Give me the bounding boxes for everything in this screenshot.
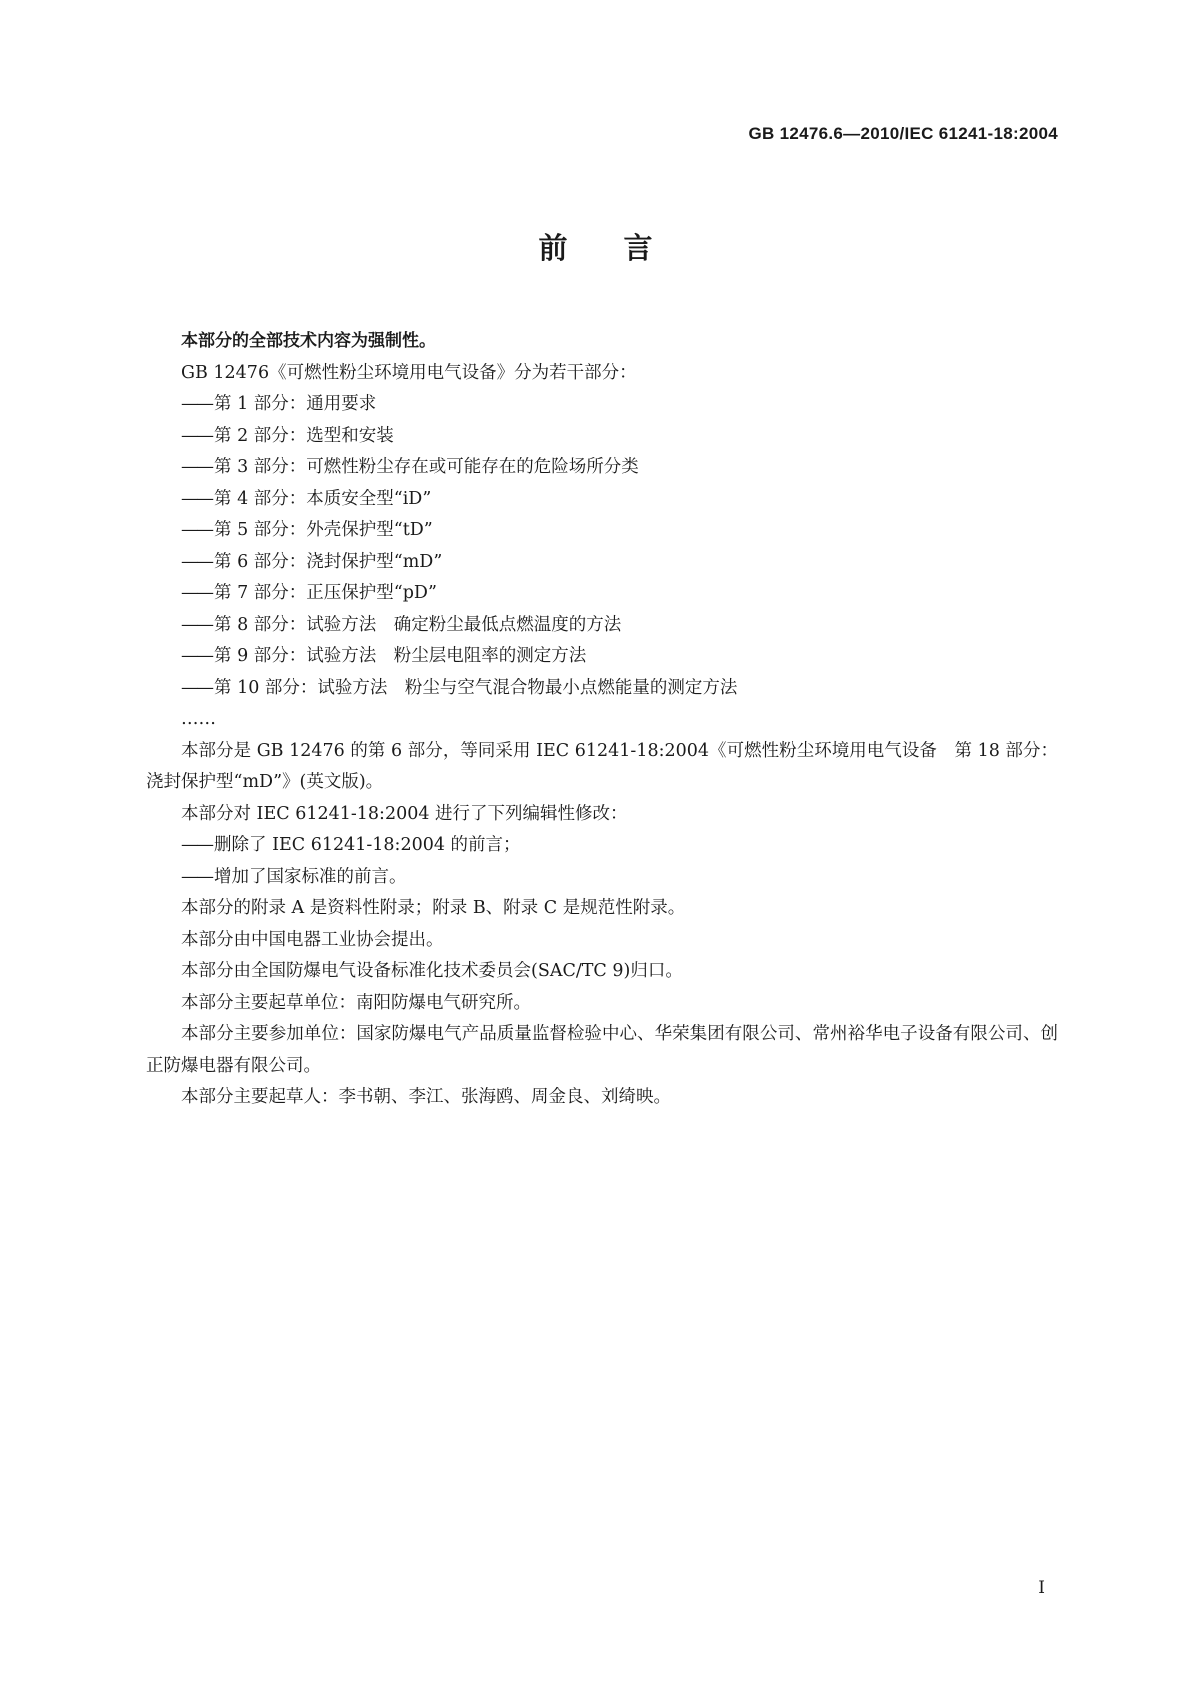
edit-item-text: 删除了 IEC 61241-18:2004 的前言； — [214, 835, 521, 855]
centralized-statement: 本部分由全国防爆电气设备标准化技术委员会(SAC/TC 9)归口。 — [181, 961, 683, 981]
mandatory-statement: 本部分的全部技术内容为强制性。 — [181, 331, 436, 351]
series-intro: GB 12476《可燃性粉尘环境用电气设备》分为若干部分： — [181, 362, 637, 383]
part-item-text: 第 5 部分：外壳保护型“tD” — [214, 520, 433, 540]
edit-item — [146, 862, 1058, 894]
part-item-text: 第 1 部分：通用要求 — [214, 394, 377, 414]
part-item — [146, 452, 1058, 484]
part-item — [146, 578, 1058, 610]
drafters-statement: 本部分主要起草人：李书朝、李江、张海鸥、周金良、刘绮映。 — [181, 1087, 671, 1107]
ellipsis: …… — [181, 709, 216, 729]
part-item — [146, 673, 1058, 705]
part-item-text: 第 2 部分：选型和安装 — [214, 425, 394, 446]
drafting-unit-statement: 本部分主要起草单位：南阳防爆电气研究所。 — [181, 992, 531, 1013]
standard-number: GB 12476.6—2010/IEC 61241-18:2004 — [748, 124, 1058, 143]
proposer-statement: 本部分由中国电器工业协会提出。 — [181, 929, 444, 950]
equivalence-statement: 本部分是 GB 12476 的第 6 部分，等同采用 IEC 61241-18:2004《可燃性粉尘环境用电气设备 第 18 部分：浇封保护型“mD”》(英文版)。 — [146, 740, 1058, 792]
part-item — [146, 641, 1058, 673]
part-item-text: 第 4 部分：本质安全型“iD” — [214, 488, 432, 509]
part-item — [146, 547, 1058, 579]
edit-item-text: 增加了国家标准的前言。 — [214, 866, 407, 887]
edit-item — [146, 830, 1058, 862]
annex-statement: 本部分的附录 A 是资料性附录；附录 B、附录 C 是规范性附录。 — [181, 898, 686, 918]
part-item — [146, 421, 1058, 453]
page-number: I — [1038, 1578, 1045, 1598]
part-item-text: 第 6 部分：浇封保护型“mD” — [214, 551, 443, 572]
part-item-text: 第 10 部分：试验方法 粉尘与空气混合物最小点燃能量的测定方法 — [214, 677, 738, 698]
part-item — [146, 484, 1058, 516]
part-item-text: 第 8 部分：试验方法 确定粉尘最低点燃温度的方法 — [214, 614, 622, 635]
part-item-text: 第 3 部分：可燃性粉尘存在或可能存在的危险场所分类 — [214, 457, 639, 477]
page-title: 前言 — [538, 231, 709, 265]
part-item-text: 第 7 部分：正压保护型“pD” — [214, 583, 437, 603]
foreword-body — [146, 326, 1058, 1114]
part-item-text: 第 9 部分：试验方法 粉尘层电阻率的测定方法 — [214, 646, 587, 666]
part-item — [146, 389, 1058, 421]
participating-units-statement: 本部分主要参加单位：国家防爆电气产品质量监督检验中心、华荣集团有限公司、常州裕华电子设备有限公司、创正防爆电器有限公司。 — [146, 1024, 1058, 1076]
part-item — [146, 515, 1058, 547]
part-item — [146, 610, 1058, 642]
edit-intro: 本部分对 IEC 61241-18:2004 进行了下列编辑性修改： — [181, 803, 628, 824]
